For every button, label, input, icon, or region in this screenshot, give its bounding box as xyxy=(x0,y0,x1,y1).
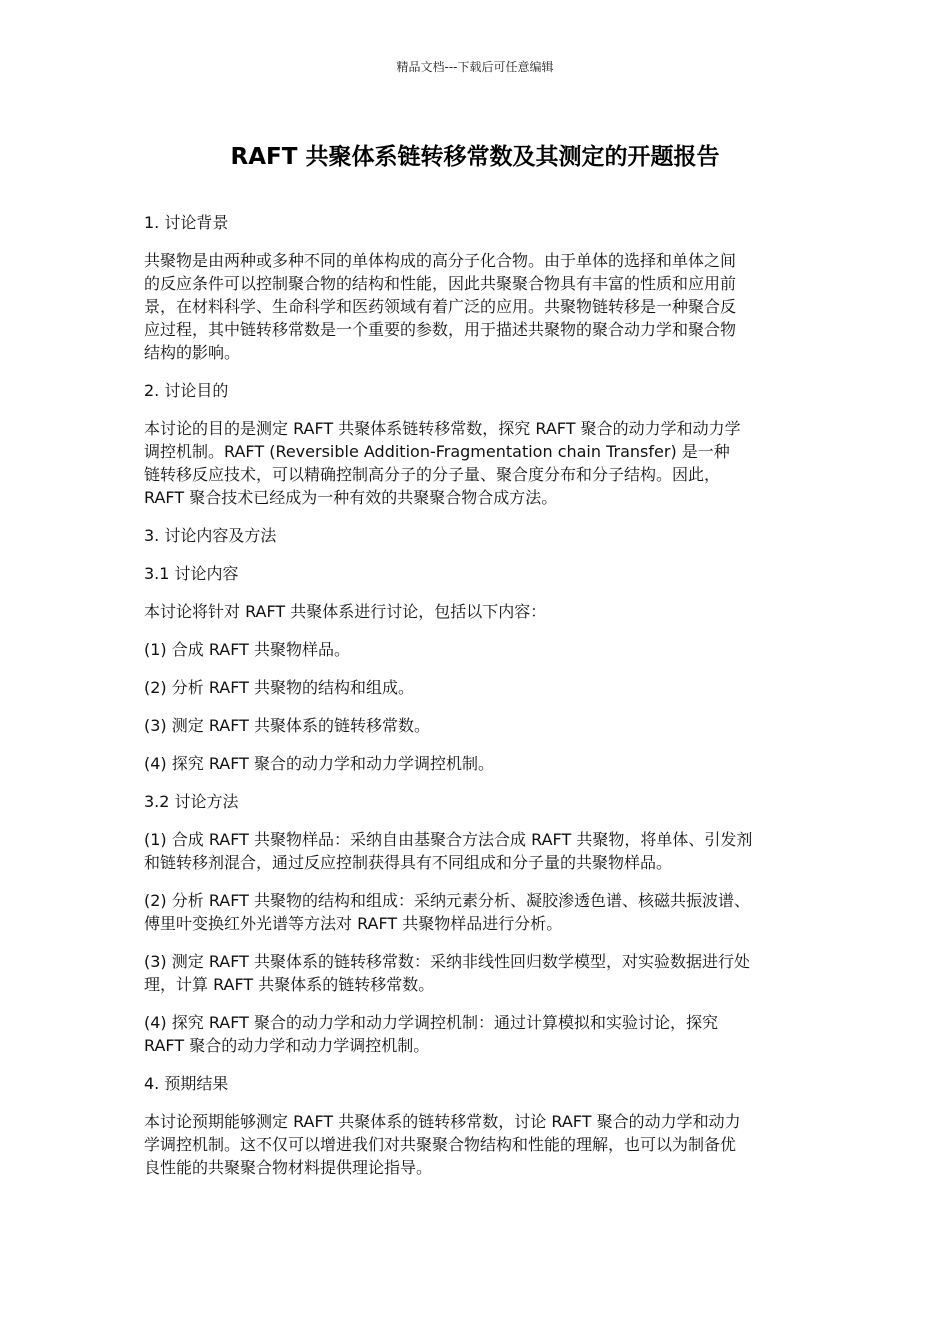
section-heading-expected-results: 4. 预期结果 xyxy=(144,1074,229,1093)
paragraph-content-intro: 本讨论将针对 RAFT 共聚体系进行讨论，包括以下内容： xyxy=(144,602,547,621)
list-item-method-1: (1) 合成 RAFT 共聚物样品：采纳自由基聚合方法合成 RAFT 共聚物，将单体、引发剂 和链转移剂混合，通过反应控制获得具有不同组成和分子量的共聚物样品。 xyxy=(144,830,753,872)
section-heading-purpose: 2. 讨论目的 xyxy=(144,381,229,400)
list-item-content-4: (4) 探究 RAFT 聚合的动力学和动力学调控机制。 xyxy=(144,754,495,773)
list-item-method-2: (2) 分析 RAFT 共聚物的结构和组成：采纳元素分析、凝胶渗透色谱、核磁共振波谱、 傅里叶变换红外光谱等方法对 RAFT 共聚物样品进行分析。 xyxy=(144,891,751,933)
paragraph-background: 共聚物是由两种或多种不同的单体构成的高分子化合物。由于单体的选择和单体之间 的反应条件可以控制聚合物的结构和性能，因此共聚聚合物具有丰富的性质和应用前 景，在材料科学、生命科学和医药领域有着广泛的应用。共聚物链转移是一种聚合反 应过程，其中链转移常数是一个重要的参数，用于描述共聚物的聚合动力学和聚合物 结构的影响。 xyxy=(144,251,737,362)
list-item-content-1: (1) 合成 RAFT 共聚物样品。 xyxy=(144,640,351,659)
list-item-content-3: (3) 测定 RAFT 共聚体系的链转移常数。 xyxy=(144,716,431,735)
subsection-heading-methods: 3.2 讨论方法 xyxy=(144,792,239,811)
section-heading-background: 1. 讨论背景 xyxy=(144,213,229,232)
subsection-heading-content: 3.1 讨论内容 xyxy=(144,564,239,583)
list-item-method-4: (4) 探究 RAFT 聚合的动力学和动力学调控机制：通过计算模拟和实验讨论，探究 RAFT 聚合的动力学和动力学调控机制。 xyxy=(144,1013,719,1055)
paragraph-purpose: 本讨论的目的是测定 RAFT 共聚体系链转移常数，探究 RAFT 聚合的动力学和动力学 调控机制。RAFT (Reversible Addition-Fragmentation chain Transfer) 是一种 链转移反应技术，可以精确控制高分子的分子量、聚合度分布和分子结构。因此， RAFT 聚合技术已经成为一种有效的共聚聚合物合成方法。 xyxy=(144,419,741,507)
list-item-method-3: (3) 测定 RAFT 共聚体系的链转移常数：采纳非线性回归数学模型，对实验数据进行处 理，计算 RAFT 共聚体系的链转移常数。 xyxy=(144,952,751,994)
document-title: RAFT 共聚体系链转移常数及其测定的开题报告 xyxy=(230,144,720,170)
list-item-content-2: (2) 分析 RAFT 共聚物的结构和组成。 xyxy=(144,678,415,697)
document-body xyxy=(144,211,808,1194)
page-header: 精品文档---下载后可任意编辑 xyxy=(396,60,554,74)
section-heading-content-methods: 3. 讨论内容及方法 xyxy=(144,526,277,545)
paragraph-expected-results: 本讨论预期能够测定 RAFT 共聚体系的链转移常数，讨论 RAFT 聚合的动力学和动力 学调控机制。这不仅可以增进我们对共聚聚合物结构和性能的理解，也可以为制备优 良性能的共聚聚合物材料提供理论指导。 xyxy=(144,1112,741,1177)
